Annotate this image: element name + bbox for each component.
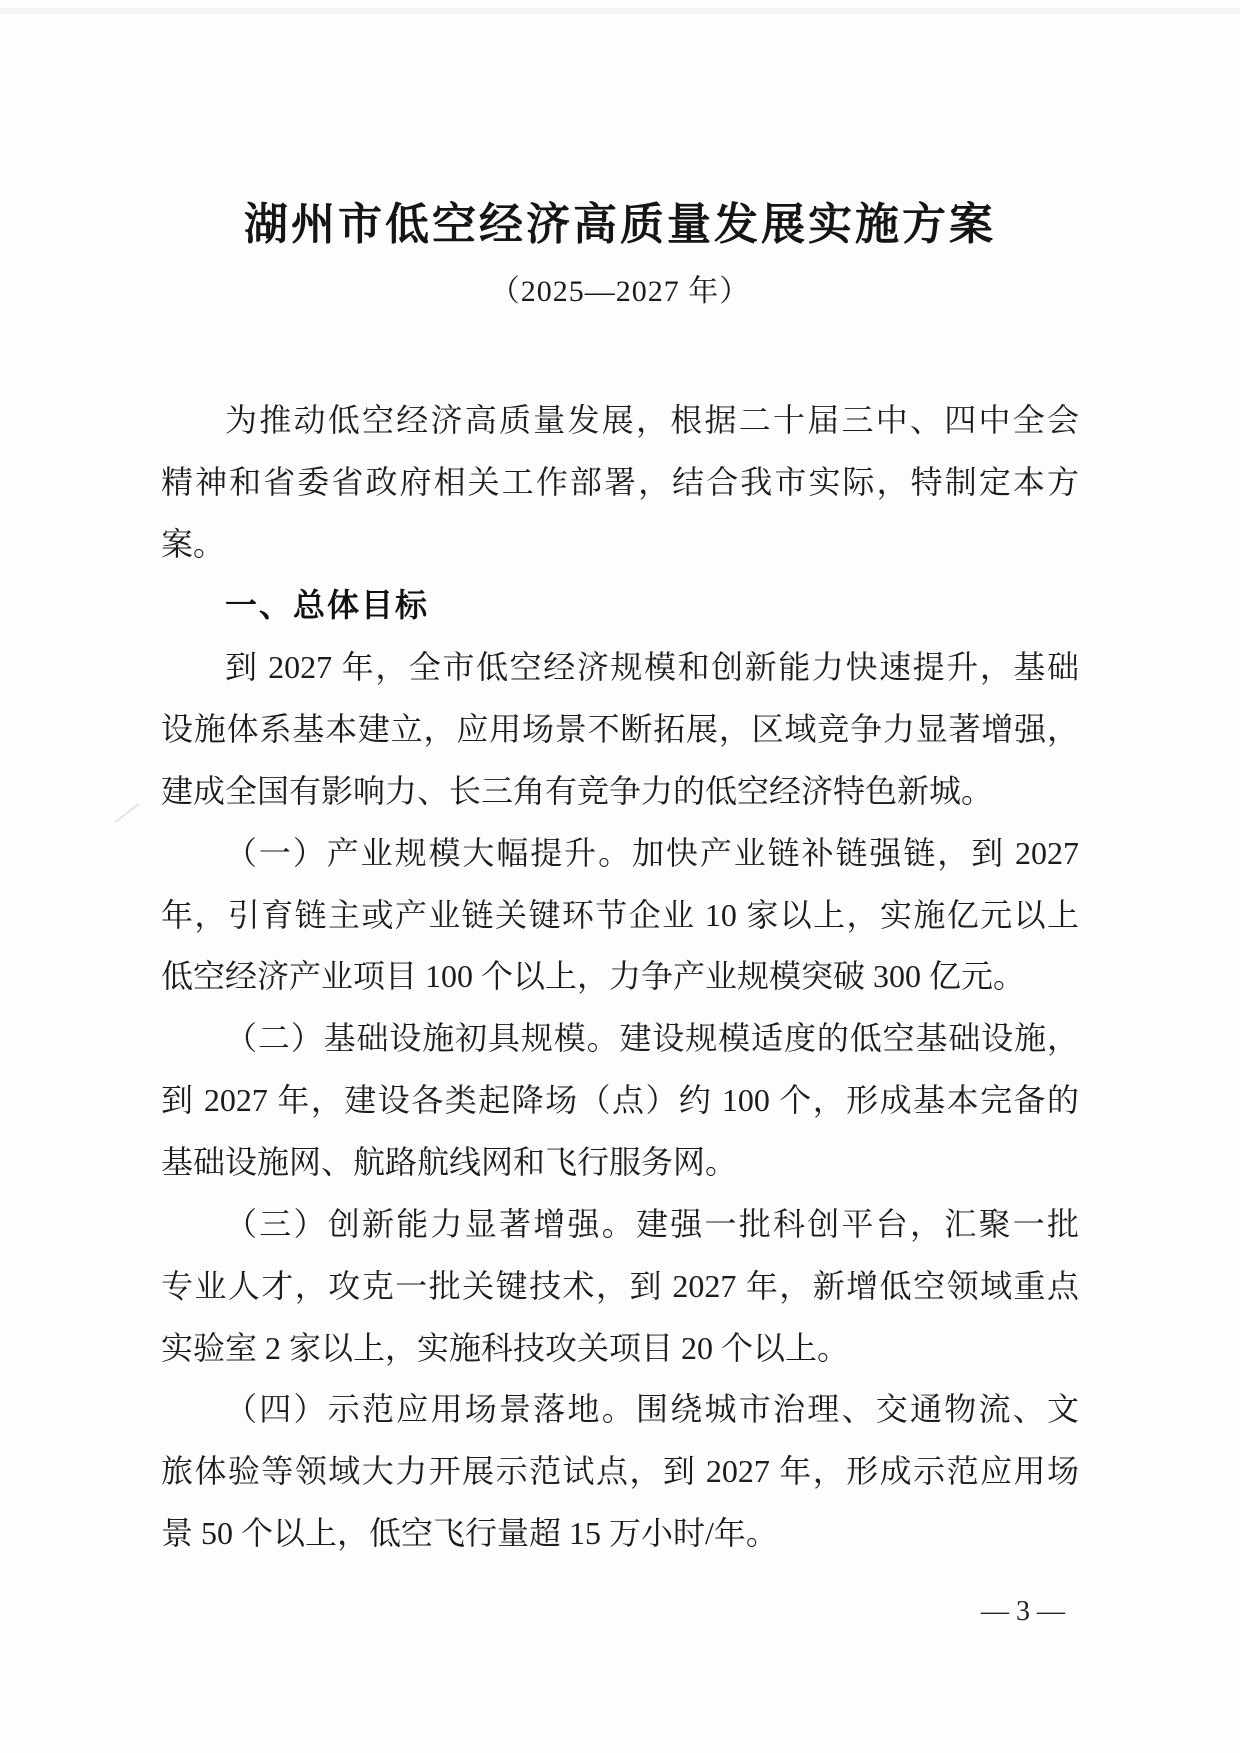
line-text: 一、总体目标 bbox=[225, 587, 430, 623]
line-text: 为推动低空经济高质量发展，根据二十届三中、四中全会 bbox=[225, 402, 1079, 438]
body-line bbox=[161, 1263, 1079, 1309]
paragraph-lead: （四）示范应用场景落地。 bbox=[225, 1391, 636, 1427]
line-text: 低空经济产业项目 100 个以上，力争产业规模突破 300 亿元。 bbox=[161, 958, 1026, 994]
body-line bbox=[161, 1015, 1079, 1061]
line-text: 案。 bbox=[161, 526, 226, 562]
body-line bbox=[161, 644, 1079, 690]
body-line bbox=[161, 397, 1079, 443]
body-line bbox=[161, 521, 1079, 567]
body-line bbox=[161, 830, 1079, 876]
body-line bbox=[161, 1201, 1079, 1247]
paragraph-lead: （三）创新能力显著增强。 bbox=[225, 1206, 636, 1242]
line-text: 到 2027 年，全市低空经济规模和创新能力快速提升，基础 bbox=[225, 649, 1079, 685]
line-text: 建强一批科创平台，汇聚一批 bbox=[636, 1206, 1079, 1242]
scan-artifact-band bbox=[0, 8, 1240, 14]
body-line bbox=[161, 1386, 1079, 1432]
paragraph-lead: （一）产业规模大幅提升。 bbox=[225, 835, 632, 871]
section-heading bbox=[161, 582, 1079, 628]
body-line bbox=[161, 768, 1079, 814]
page-number: — 3 — bbox=[981, 1596, 1065, 1627]
line-text: 精神和省委省政府相关工作部署，结合我市实际，特制定本方 bbox=[161, 464, 1079, 500]
body-line bbox=[161, 1448, 1079, 1494]
line-text: 到 2027 年，建设各类起降场（点）约 100 个，形成基本完备的 bbox=[161, 1082, 1079, 1118]
body-line bbox=[161, 459, 1079, 505]
line-text: 围绕城市治理、交通物流、文 bbox=[636, 1391, 1079, 1427]
scan-artifact-scratch bbox=[115, 803, 140, 823]
body-line bbox=[161, 953, 1079, 999]
line-text: 旅体验等领域大力开展示范试点，到 2027 年，形成示范应用场 bbox=[161, 1453, 1079, 1489]
line-text: 建设规模适度的低空基础设施， bbox=[619, 1020, 1079, 1056]
document-subtitle: （2025—2027 年） bbox=[489, 275, 751, 308]
body-line bbox=[161, 1510, 1079, 1556]
paragraph-lead: （二）基础设施初具规模。 bbox=[225, 1020, 620, 1056]
line-text: 专业人才，攻克一批关键技术，到 2027 年，新增低空领域重点 bbox=[161, 1268, 1079, 1304]
body-line bbox=[161, 892, 1079, 938]
line-text: 实验室 2 家以上，实施科技攻关项目 20 个以上。 bbox=[161, 1330, 850, 1366]
line-text: 基础设施网、航路航线网和飞行服务网。 bbox=[161, 1144, 738, 1180]
line-text: 建成全国有影响力、长三角有竞争力的低空经济特色新城。 bbox=[161, 773, 994, 809]
line-text: 设施体系基本建立，应用场景不断拓展，区域竞争力显著增强， bbox=[161, 711, 1079, 747]
body-line bbox=[161, 1077, 1079, 1123]
body-line bbox=[161, 706, 1079, 752]
line-text: 加快产业链补链强链，到 2027 bbox=[632, 835, 1079, 871]
document-title: 湖州市低空经济高质量发展实施方案 bbox=[244, 200, 996, 249]
line-text: 年，引育链主或产业链关键环节企业 10 家以上，实施亿元以上 bbox=[161, 897, 1079, 933]
body-line bbox=[161, 1325, 1079, 1371]
body-line bbox=[161, 1139, 1079, 1185]
line-text: 景 50 个以上，低空飞行量超 15 万小时/年。 bbox=[161, 1515, 778, 1551]
